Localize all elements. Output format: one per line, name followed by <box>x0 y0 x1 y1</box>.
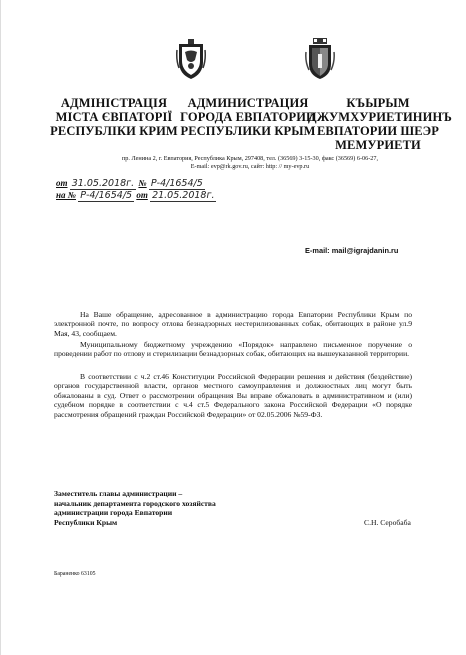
number-label: № <box>138 178 147 188</box>
paragraph-text: Муниципальному бюджетному учреждению «Порядок» направлено письменное поручение о проведении работ по отлову и стерилизации безнадзорных собак, обитающих на вышеуказанной территории. <box>54 340 412 359</box>
header-ua-line3: РЕСПУБЛІКИ КРИМ <box>50 124 178 138</box>
signer-title-line4: Республики Крым <box>54 517 118 527</box>
header-ru-line1: АДМИНИСТРАЦИЯ <box>187 96 309 110</box>
signature-block <box>54 489 216 527</box>
executor-note: Бараненко 63105 <box>54 571 96 577</box>
header-ukrainian <box>44 96 184 138</box>
signer-title-line2: начальник департамента городского хозяйства <box>54 498 216 508</box>
paragraph-text: В соответствии с ч.2 ст.46 Конституции Российской Федерации решения и действия (бездействие) органов государственной власти, органов местного самоуправления и должностных лиц могут быть обжалованы в суд. Ответ о рассмотрении обращения Вы вправе обжаловать в административном и (или) судебном порядке в соответствии с ч.4 ст.5 Федерального закона Российской Федерации «О порядке рассмотрения обращений граждан Российской Федерации» от 02.05.2006 №59-ФЗ. <box>54 372 412 419</box>
header-cr-line4: МЕМУРИЕТИ <box>335 138 421 152</box>
header-ua-line1: АДМІНІСТРАЦІЯ <box>60 96 168 110</box>
registration-line-incoming <box>56 190 216 201</box>
signer-title-line1: Заместитель главы администрации – <box>54 489 183 498</box>
address-line2: E-mail: evp@rk.gov.ru, сайт: http: // my-evp.ru <box>190 163 310 170</box>
signer-title-line3: администрации города Евпатории <box>54 508 173 518</box>
header-cr-line2: ДЖУМХУРИЕТИНИНЪ <box>308 110 452 124</box>
address-block <box>80 155 420 171</box>
body-paragraph-3 <box>54 372 412 419</box>
outgoing-date: 31.05.2018г. <box>71 178 135 189</box>
on-number-label: на № <box>56 190 76 200</box>
header-cr-line3: ЕВПАТОРИИ ШЕЭР <box>316 124 439 138</box>
header-cr-line1: КЪЫРЫМ <box>346 96 410 110</box>
header-ru-line3: РЕСПУБЛИКИ КРЫМ <box>180 124 316 138</box>
paragraph-text: На Ваше обращение, адресованное в администрацию города Евпатории Республики Крым по электронной почте, по вопросу отлова безнадзорных нестерилизованных собак, обитающих в районе ул.9 Мая, 43, сообщаем. <box>54 310 412 338</box>
evpatoria-coat-of-arms-icon <box>305 38 335 80</box>
header-russian <box>178 96 318 138</box>
body-paragraph-1 <box>54 310 412 338</box>
body-paragraph-2 <box>54 340 412 359</box>
header-crimean-tatar <box>308 96 452 152</box>
header-ru-line2: ГОРОДА ЕВПАТОРИИ <box>180 110 316 124</box>
recipient-email: E-mail: mail@igrajdanin.ru <box>305 246 399 255</box>
signer-name: С.Н. Серобаба <box>364 518 411 527</box>
incoming-number: Р-4/1654/5 <box>80 190 133 201</box>
registration-line-outgoing <box>56 178 205 189</box>
address-line1: пр. Ленина 2, г. Евпатория, Республика Крым, 297408, тел. (36569) 3-15-30, факс (36569) 6-06-27, <box>121 155 378 162</box>
header-ua-line2: МІСТА ЄВПАТОРІЇ <box>55 110 173 124</box>
from-label-2: от <box>136 190 148 200</box>
incoming-date: 21.05.2018г. <box>152 190 215 201</box>
crimea-coat-of-arms-icon <box>176 38 206 80</box>
from-label: от <box>56 178 68 188</box>
page-edge <box>0 0 1 655</box>
outgoing-number: Р-4/1654/5 <box>150 178 203 189</box>
